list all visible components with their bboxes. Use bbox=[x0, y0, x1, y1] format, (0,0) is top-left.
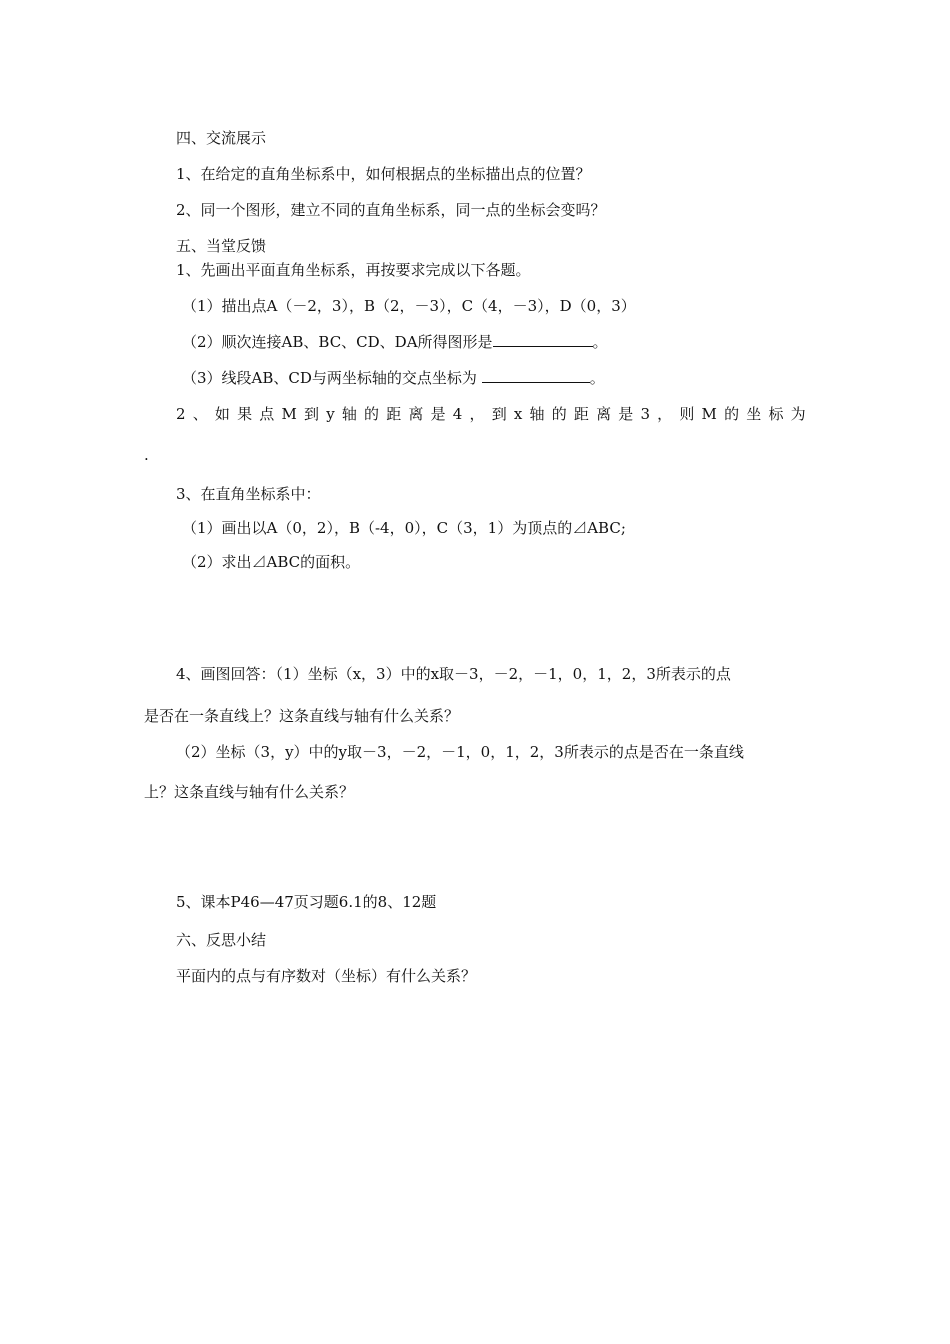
p2-token: 果 bbox=[237, 405, 253, 423]
problem-1-part-c-text: （3）线段AB、CD与两坐标轴的交点坐标为 bbox=[182, 369, 482, 387]
problem-1-intro: 1、先画出平面直角坐标系，再按要求完成以下各题。 bbox=[176, 261, 531, 279]
problem-3-part-a: （1）画出以A（0，2），B（-4，0），C（3，1）为顶点的⊿ABC; bbox=[182, 519, 626, 537]
p2-token: 2 bbox=[176, 405, 186, 423]
problem-3-intro: 3、在直角坐标系中： bbox=[176, 485, 321, 503]
problem-1-part-b-text: （2）顺次连接AB、BC、CD、DA所得图形是 bbox=[182, 333, 493, 351]
problem-4-line-2: 是否在一条直线上？这条直线与轴有什么关系？ bbox=[144, 707, 460, 725]
p2-token: 距 bbox=[386, 405, 402, 423]
p2-token: 距 bbox=[573, 405, 589, 423]
p2-token: 如 bbox=[214, 405, 230, 423]
p2-token: 离 bbox=[408, 405, 424, 423]
p2-token: M bbox=[281, 405, 297, 423]
p2-token: 则 bbox=[679, 405, 695, 423]
problem-4-line-1: 4、画图回答：（1）坐标（x，3）中的x取－3，－2，－1，0，1，2，3所表示的点 bbox=[176, 665, 731, 683]
problem-1-part-c bbox=[182, 368, 605, 388]
p2-token: 4 bbox=[452, 405, 463, 423]
question-2: 2、同一个图形，建立不同的直角坐标系，同一点的坐标会变吗？ bbox=[176, 201, 606, 219]
p2-token: ， bbox=[469, 405, 485, 423]
p2-token: 的 bbox=[724, 405, 740, 423]
p2-token: 标 bbox=[768, 405, 784, 423]
p2-token: 点 bbox=[259, 405, 275, 423]
section-4-heading: 四、交流展示 bbox=[176, 129, 267, 147]
p2-token: 轴 bbox=[529, 405, 545, 423]
reflection-question: 平面内的点与有序数对（坐标）有什么关系？ bbox=[176, 967, 477, 985]
section-5-heading: 五、当堂反馈 bbox=[176, 237, 267, 255]
p2-token: 离 bbox=[596, 405, 612, 423]
problem-2-tail: . bbox=[144, 446, 149, 464]
problem-5: 5、课本P46—47页习题6.1的8、12题 bbox=[176, 893, 437, 911]
problem-1-part-c-end: 。 bbox=[589, 369, 605, 387]
problem-1-part-b-end: 。 bbox=[592, 333, 608, 351]
answer-blank-shape[interactable] bbox=[493, 332, 593, 347]
p2-token: 为 bbox=[790, 405, 806, 423]
problem-4-line-4: 上？这条直线与轴有什么关系？ bbox=[144, 783, 355, 801]
p2-token: 是 bbox=[618, 405, 634, 423]
problem-1-part-a: （1）描出点A（－2，3），B（2，－3），C（4，－3），D（0，3） bbox=[182, 297, 636, 315]
p2-token: 、 bbox=[192, 405, 208, 423]
p2-token: 到 bbox=[491, 405, 507, 423]
problem-3-part-b: （2）求出⊿ABC的面积。 bbox=[182, 553, 361, 571]
p2-token: y bbox=[326, 405, 335, 423]
section-6-heading: 六、反思小结 bbox=[176, 931, 267, 949]
p2-token: 的 bbox=[551, 405, 567, 423]
problem-4-line-3: （2）坐标（3，y）中的y取－3，－2，－1，0，1，2，3所表示的点是否在一条直线 bbox=[176, 743, 744, 761]
p2-token: 轴 bbox=[341, 405, 357, 423]
p2-token: 是 bbox=[430, 405, 446, 423]
p2-token: 到 bbox=[304, 405, 320, 423]
p2-token: M bbox=[701, 405, 717, 423]
question-1: 1、在给定的直角坐标系中，如何根据点的坐标描出点的位置？ bbox=[176, 165, 591, 183]
p2-token: 坐 bbox=[746, 405, 762, 423]
p2-token: 3 bbox=[640, 405, 650, 423]
problem-2 bbox=[176, 404, 806, 424]
answer-blank-intersections[interactable] bbox=[482, 368, 590, 383]
problem-1-part-b bbox=[182, 332, 608, 352]
p2-token: x bbox=[513, 405, 523, 423]
p2-token: ， bbox=[657, 405, 673, 423]
p2-token: 的 bbox=[364, 405, 380, 423]
